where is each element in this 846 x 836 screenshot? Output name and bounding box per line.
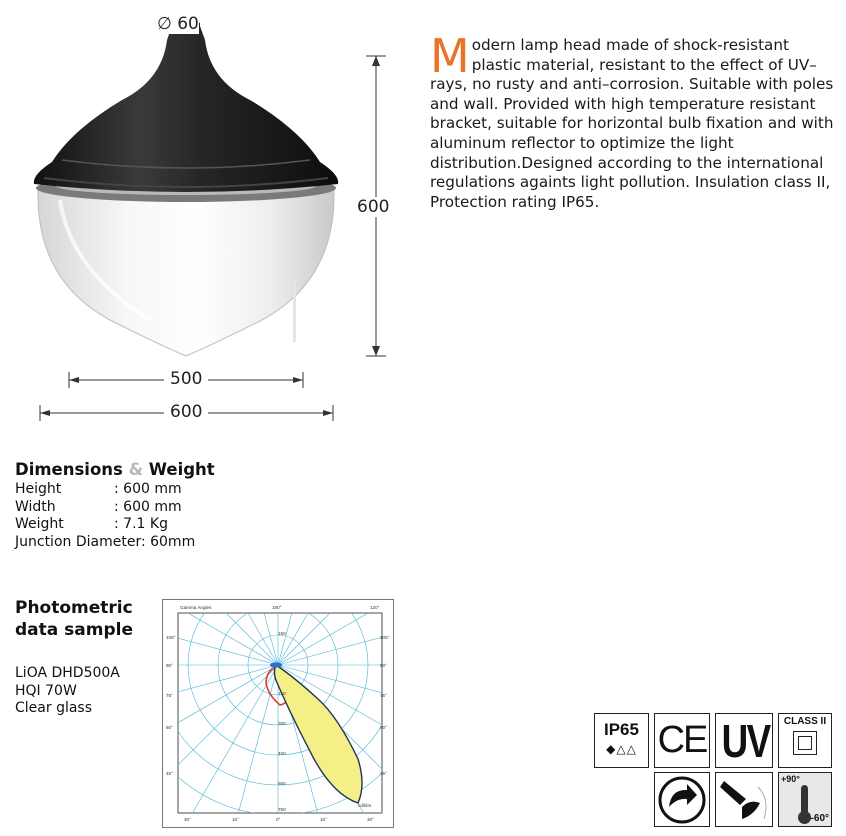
spec-row-height: Height : 600 mm (15, 481, 182, 497)
recycle-badge (654, 772, 710, 827)
svg-text:600: 600 (278, 781, 286, 786)
svg-text:45°: 45° (166, 771, 173, 776)
svg-text:60°: 60° (380, 725, 387, 730)
install-angle-badge (715, 772, 773, 827)
height-dimension-label: 600 (353, 197, 393, 217)
svg-text:300: 300 (278, 721, 286, 726)
svg-text:105°: 105° (380, 635, 390, 640)
spec-row-width: Width : 600 mm (15, 498, 182, 515)
svg-text:750: 750 (278, 807, 286, 812)
svg-text:60°: 60° (166, 725, 173, 730)
description-text: odern lamp head made of shock-resistant plastic material, resistant to the effect of UV–rays, no rusty and anti–corrosion. Suitable with poles and wall. Provided with high temperature resistant bracket, suitable for horizontal bulb fixation and with aluminum reflector to optimize the light distribution.Designed according to the international regulations againts light pollution. Insulation class II, Protection rating IP65. (430, 36, 834, 211)
svg-text:75°: 75° (380, 693, 387, 698)
svg-text:15°: 15° (320, 817, 327, 822)
photometric-lamp: HQI 70W (15, 682, 77, 699)
inner-width-dimension-label: 500 (164, 369, 208, 389)
lamp-globe (38, 190, 334, 356)
double-square-icon (793, 731, 817, 755)
class-ii-badge: CLASS II (778, 713, 832, 768)
diameter-label: ∅ 60 (157, 14, 199, 34)
photometric-title: Photometric data sample (15, 598, 133, 640)
photometric-chart (162, 599, 394, 828)
uv-badge: UV (715, 713, 773, 768)
svg-text:150: 150 (278, 691, 286, 696)
lamp-shade (34, 26, 338, 192)
svg-text:75°: 75° (166, 693, 173, 698)
svg-text:180°: 180° (272, 605, 282, 610)
svg-text:15°: 15° (232, 817, 239, 822)
photometric-info (15, 665, 120, 718)
svg-text:cd/klm: cd/klm (358, 803, 372, 808)
svg-text:150: 150 (278, 631, 286, 636)
spec-row-weight: Weight : 7.1 Kg (15, 516, 168, 532)
ip65-badge: IP65 ◆△△ (594, 713, 649, 768)
lamp-illustration (0, 0, 420, 440)
temperature-badge: +90° -60° (778, 772, 832, 827)
svg-text:30°: 30° (184, 817, 191, 822)
svg-text:Gamma Angles: Gamma Angles (180, 605, 212, 610)
svg-text:30°: 30° (367, 817, 374, 822)
specs-list (15, 481, 195, 551)
drop-cap: M (430, 29, 470, 83)
photometric-model: LiOA DHD500A (15, 665, 120, 681)
outer-width-dimension-label: 600 (164, 402, 208, 422)
ce-badge: CE (654, 713, 710, 768)
product-description (430, 29, 840, 212)
svg-text:450: 450 (278, 751, 286, 756)
svg-text:120°: 120° (370, 605, 380, 610)
svg-text:105°: 105° (166, 635, 176, 640)
spec-row-junction: Junction Diameter: 60mm (15, 533, 196, 550)
svg-text:0°: 0° (276, 817, 281, 822)
svg-text:90°: 90° (380, 663, 387, 668)
ip-rating-icons: ◆△△ (606, 742, 637, 756)
specs-title: Dimensions & Weight (15, 460, 215, 479)
photometric-glass: Clear glass (15, 700, 93, 716)
svg-text:45°: 45° (380, 771, 387, 776)
svg-text:90°: 90° (166, 663, 173, 668)
